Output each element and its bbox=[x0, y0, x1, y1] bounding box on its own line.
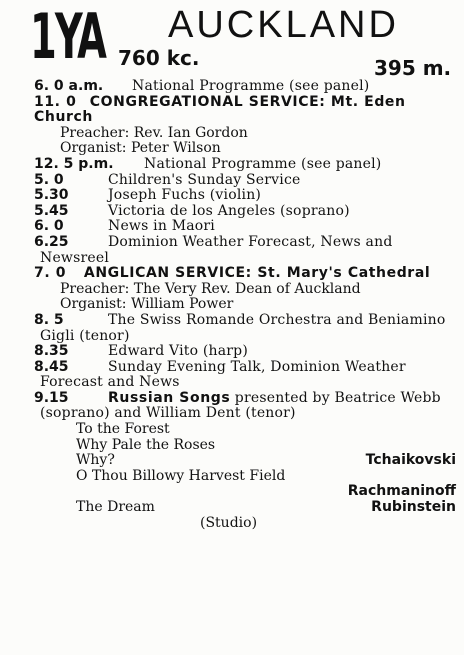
station-wavelength: 395 m. bbox=[374, 56, 452, 80]
entry-time: 8.35 bbox=[34, 343, 69, 360]
station-city: AUCKLAND bbox=[168, 4, 399, 46]
entry-time: 9.15 bbox=[34, 389, 69, 406]
station-callsign: 1YA bbox=[30, 0, 106, 73]
song-title: Why Pale the Roses bbox=[76, 436, 216, 453]
entry-title: Russian Songs bbox=[108, 389, 231, 406]
service-preacher: Preacher: Rev. Ian Gordon bbox=[60, 124, 248, 141]
service-organist: Organist: Peter Wilson bbox=[60, 140, 221, 157]
entry-time: 8.45 bbox=[34, 358, 69, 375]
programme-entry bbox=[0, 79, 464, 95]
programme-entry bbox=[0, 173, 464, 189]
song-title: To the Forest bbox=[76, 421, 170, 438]
song-item bbox=[0, 438, 464, 454]
entry-text: National Programme (see panel) bbox=[144, 155, 382, 172]
song-title: O Thou Billowy Harvest Field bbox=[76, 467, 286, 484]
programme-entry bbox=[0, 344, 464, 360]
entry-time: 5.45 bbox=[34, 202, 69, 219]
entry-time: 6.25 bbox=[34, 233, 69, 250]
entry-time: 6. 0 bbox=[34, 218, 64, 235]
studio-note: (Studio) bbox=[200, 514, 258, 531]
entry-text: The Swiss Romande Orchestra and Beniamino Gigli (tenor) bbox=[40, 311, 446, 344]
entry-text: Children's Sunday Service bbox=[108, 171, 301, 188]
entry-text: Victoria de los Angeles (soprano) bbox=[108, 202, 350, 219]
entry-time: 6. 0 a.m. bbox=[34, 78, 104, 94]
entry-text: Joseph Fuchs (violin) bbox=[108, 187, 262, 204]
song-composer: Rachmaninoff bbox=[347, 483, 456, 500]
programme-entry-service bbox=[0, 266, 464, 282]
masthead bbox=[0, 0, 464, 82]
programme-listing bbox=[0, 79, 464, 531]
song-item bbox=[0, 469, 464, 485]
programme-entry bbox=[0, 219, 464, 235]
service-title: ANGLICAN SERVICE: St. Mary's Cathedral bbox=[83, 265, 431, 282]
programme-entry bbox=[0, 391, 464, 422]
service-organist: Organist: William Power bbox=[60, 296, 234, 313]
programme-entry bbox=[0, 188, 464, 204]
programme-entry bbox=[0, 313, 464, 344]
song-title: The Dream bbox=[76, 499, 155, 516]
entry-time: 5.30 bbox=[34, 187, 69, 204]
entry-text: Sunday Evening Talk, Dominion Weather Forecast and News bbox=[40, 358, 406, 391]
song-item bbox=[0, 422, 464, 438]
song-item bbox=[0, 500, 464, 516]
song-title: Why? bbox=[76, 452, 115, 469]
programme-entry bbox=[0, 157, 464, 173]
entry-time: 7. 0 bbox=[34, 265, 67, 282]
entry-time: 11. 0 bbox=[34, 93, 77, 110]
entry-text: presented by Beatrice Webb (soprano) and William Dent (tenor) bbox=[40, 389, 441, 422]
station-frequency: 760 kc. bbox=[118, 46, 200, 70]
entry-text: Edward Vito (harp) bbox=[108, 343, 249, 360]
entry-time: 8. 5 bbox=[34, 311, 64, 328]
programme-entry-service bbox=[0, 95, 464, 126]
song-composer: Rubinstein bbox=[371, 499, 456, 516]
programme-entry bbox=[0, 204, 464, 220]
entry-text: News in Maori bbox=[108, 218, 215, 235]
entry-text: National Programme (see panel) bbox=[132, 78, 370, 94]
service-title: CONGREGATIONAL SERVICE: Mt. Eden Church bbox=[34, 93, 406, 126]
song-composer: Tchaikovski bbox=[365, 452, 456, 469]
entry-text: Dominion Weather Forecast, News and Newsreel bbox=[40, 233, 393, 266]
song-item bbox=[0, 453, 464, 469]
programme-entry bbox=[0, 235, 464, 266]
entry-time: 12. 5 p.m. bbox=[34, 155, 114, 172]
programme-entry bbox=[0, 360, 464, 391]
service-preacher: Preacher: The Very Rev. Dean of Auckland bbox=[60, 280, 361, 297]
entry-time: 5. 0 bbox=[34, 171, 64, 188]
